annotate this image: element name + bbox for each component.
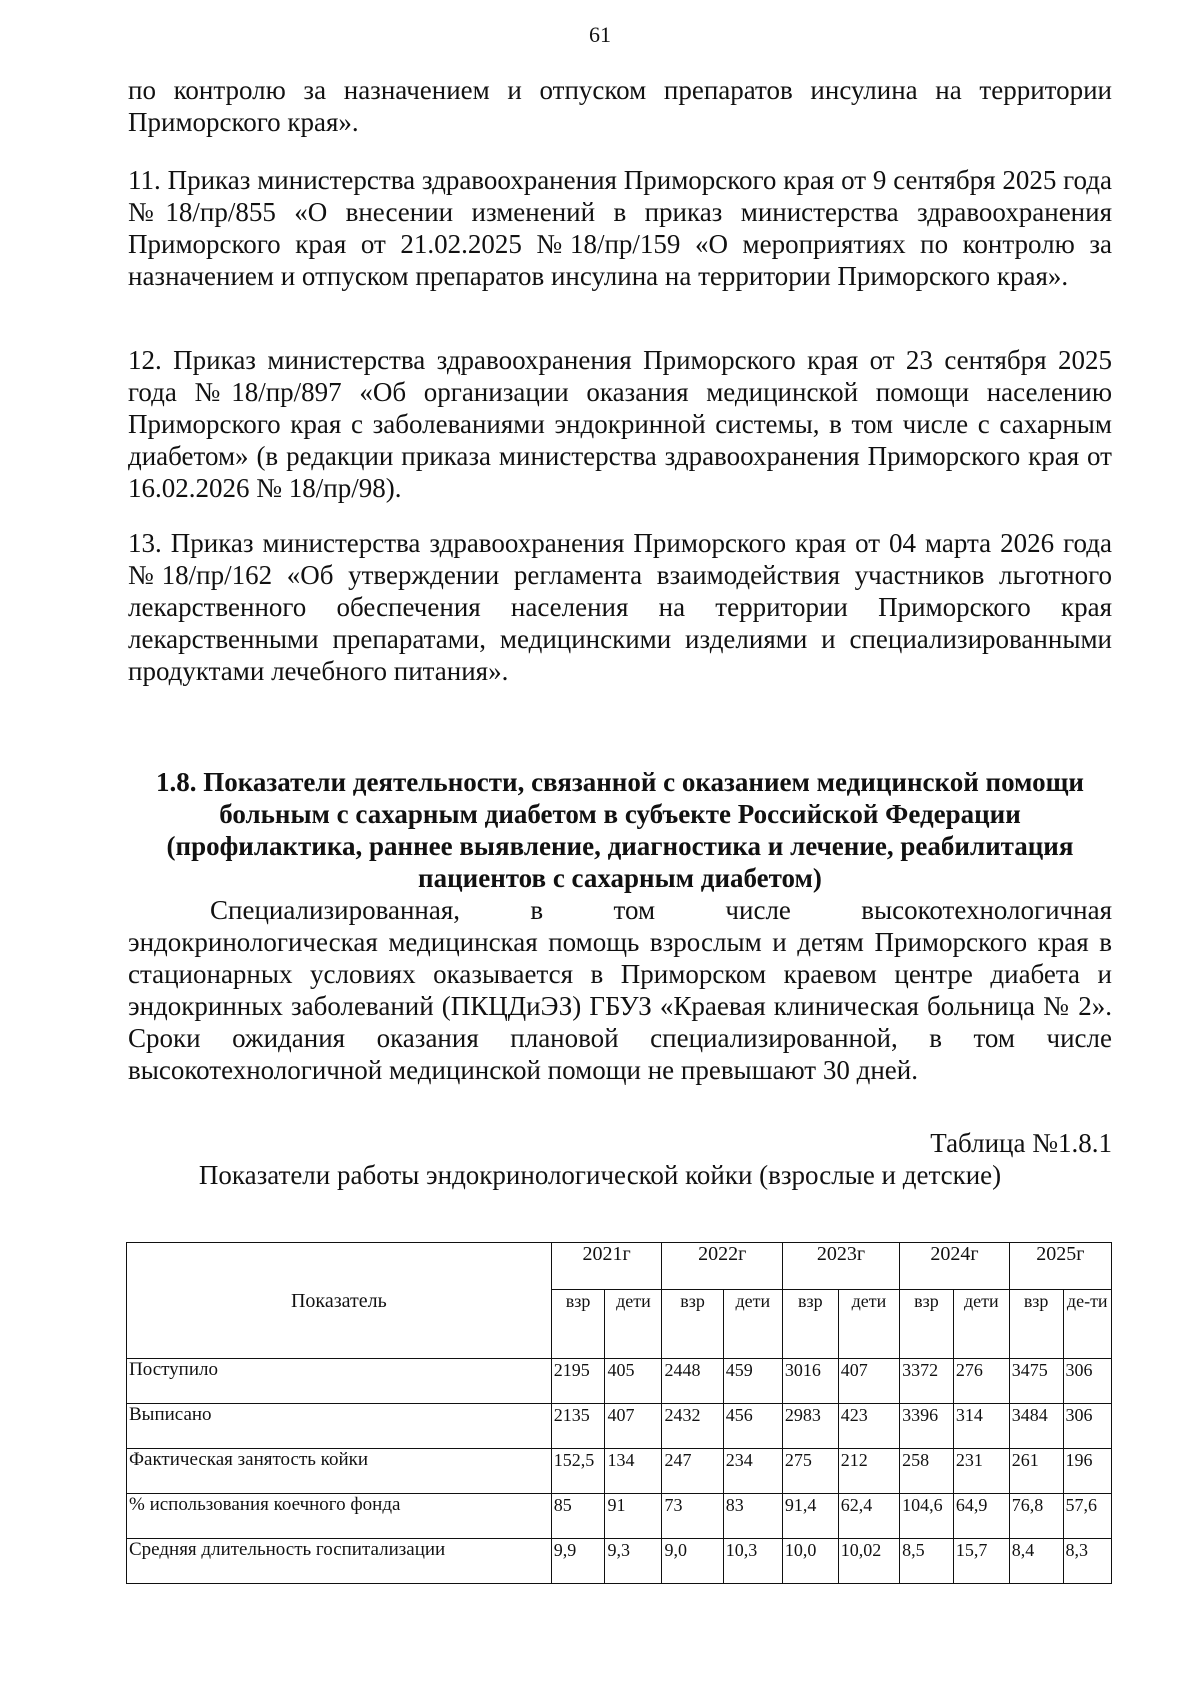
table-cell: 8,4 xyxy=(1009,1539,1063,1584)
table-cell: 10,0 xyxy=(782,1539,838,1584)
table-cell: 407 xyxy=(605,1404,662,1449)
header-sub-adults: взр xyxy=(900,1290,954,1359)
row-label: Фактическая занятость койки xyxy=(127,1449,552,1494)
table-cell: 2195 xyxy=(551,1359,605,1404)
table-cell: 83 xyxy=(723,1494,782,1539)
table-cell: 73 xyxy=(662,1494,723,1539)
table-cell: 91 xyxy=(605,1494,662,1539)
table-cell: 2432 xyxy=(662,1404,723,1449)
table-cell: 314 xyxy=(953,1404,1009,1449)
table-cell: 85 xyxy=(551,1494,605,1539)
table-cell: 306 xyxy=(1063,1404,1112,1449)
table-row xyxy=(127,1449,1112,1494)
table-cell: 8,3 xyxy=(1063,1539,1112,1584)
table-cell: 247 xyxy=(662,1449,723,1494)
table-cell: 405 xyxy=(605,1359,662,1404)
table-cell: 276 xyxy=(953,1359,1009,1404)
table-cell: 15,7 xyxy=(953,1539,1009,1584)
table-cell: 456 xyxy=(723,1404,782,1449)
header-year-2023: 2023г xyxy=(782,1243,899,1290)
table-cell: 91,4 xyxy=(782,1494,838,1539)
table-cell: 196 xyxy=(1063,1449,1112,1494)
table-cell: 3396 xyxy=(900,1404,954,1449)
table-row xyxy=(127,1494,1112,1539)
table-cell: 231 xyxy=(953,1449,1009,1494)
table-cell: 152,5 xyxy=(551,1449,605,1494)
table-row xyxy=(127,1539,1112,1584)
row-label: Средняя длительность госпитализации xyxy=(127,1539,552,1584)
table-cell: 3484 xyxy=(1009,1404,1063,1449)
indicators-table xyxy=(126,1242,1112,1584)
header-sub-children: де-ти xyxy=(1063,1290,1112,1359)
table-cell: 459 xyxy=(723,1359,782,1404)
table-cell: 2983 xyxy=(782,1404,838,1449)
header-year-2022: 2022г xyxy=(662,1243,782,1290)
table-cell: 2135 xyxy=(551,1404,605,1449)
table-cell: 8,5 xyxy=(900,1539,954,1584)
paragraph-item-13: 13. Приказ министерства здравоохранения Приморского края от 04 марта 2026 года №18/пр/162 «Об утверждении регламента взаимодействия участников льготного лекарственного обеспечения населения на территории Приморского края лекарственными препаратами, медицинскими изделиями и специализированными продуктами лечебного питания». xyxy=(128,528,1112,686)
table-number: Таблица №1.8.1 xyxy=(930,1128,1112,1158)
header-sub-children: дети xyxy=(953,1290,1009,1359)
table-cell: 62,4 xyxy=(838,1494,899,1539)
table-row xyxy=(127,1359,1112,1404)
header-year-2025: 2025г xyxy=(1009,1243,1111,1290)
table-cell: 3372 xyxy=(900,1359,954,1404)
header-sub-children: дети xyxy=(838,1290,899,1359)
table-cell: 261 xyxy=(1009,1449,1063,1494)
table-cell: 10,3 xyxy=(723,1539,782,1584)
header-year-2021: 2021г xyxy=(551,1243,662,1290)
paragraph-item-11: 11. Приказ министерства здравоохранения Приморского края от 9 сентября 2025 года №18/пр/855 «О внесении изменений в приказ министерства здравоохранения Приморского края от 21.02.2025 №18/пр/159 «О мероприятиях по контролю за назначением и отпуском препаратов инсулина на территории Приморского края». xyxy=(128,165,1112,291)
table-cell: 2448 xyxy=(662,1359,723,1404)
table-cell: 234 xyxy=(723,1449,782,1494)
table-row xyxy=(127,1404,1112,1449)
table-cell: 134 xyxy=(605,1449,662,1494)
paragraph-item-12: 12. Приказ министерства здравоохранения Приморского края от 23 сентября 2025 года №18/пр/897 «Об организации оказания медицинской помощи населению Приморского края с заболеваниями эндокринной системы, в том числе с сахарным диабетом» (в редакции приказа министерства здравоохранения Приморского края от 16.02.2026 № 18/пр/98). xyxy=(128,345,1112,503)
header-year-2024: 2024г xyxy=(900,1243,1010,1290)
table-cell: 76,8 xyxy=(1009,1494,1063,1539)
header-sub-children: дети xyxy=(723,1290,782,1359)
row-label: % использования коечного фонда xyxy=(127,1494,552,1539)
page-number: 61 xyxy=(589,22,611,47)
table-cell: 306 xyxy=(1063,1359,1112,1404)
table-cell: 423 xyxy=(838,1404,899,1449)
table-cell: 64,9 xyxy=(953,1494,1009,1539)
table-cell: 9,3 xyxy=(605,1539,662,1584)
paragraph-continuation: по контролю за назначением и отпуском препаратов инсулина на территории Приморского края». xyxy=(128,75,1112,137)
table-cell: 3016 xyxy=(782,1359,838,1404)
table-cell: 275 xyxy=(782,1449,838,1494)
row-label: Поступило xyxy=(127,1359,552,1404)
table-cell: 3475 xyxy=(1009,1359,1063,1404)
table-cell: 212 xyxy=(838,1449,899,1494)
table-body xyxy=(127,1359,1112,1584)
table-cell: 104,6 xyxy=(900,1494,954,1539)
header-sub-adults: взр xyxy=(1009,1290,1063,1359)
table-cell: 258 xyxy=(900,1449,954,1494)
table-title: Показатели работы эндокринологической койки (взрослые и детские) xyxy=(198,1160,1002,1190)
header-sub-children: дети xyxy=(605,1290,662,1359)
table-cell: 407 xyxy=(838,1359,899,1404)
table-cell: 9,9 xyxy=(551,1539,605,1584)
section-heading: 1.8. Показатели деятельности, связанной с оказанием медицинской помощи больным с сахарным диабетом в субъекте Российской Федерации (профилактика, раннее выявление, диагностика и лечение, реабилитация пациентов с сахарным диабетом) xyxy=(156,767,1084,893)
table-cell: 10,02 xyxy=(838,1539,899,1584)
table-cell: 9,0 xyxy=(662,1539,723,1584)
header-indicator: Показатель xyxy=(127,1243,552,1359)
row-label: Выписано xyxy=(127,1404,552,1449)
header-sub-adults: взр xyxy=(551,1290,605,1359)
table-cell: 57,6 xyxy=(1063,1494,1112,1539)
header-sub-adults: взр xyxy=(662,1290,723,1359)
header-sub-adults: взр xyxy=(782,1290,838,1359)
section-body: Специализированная, в том числе высокотехнологичная эндокринологическая медицинская помощь взрослым и детям Приморского края в стационарных условиях оказывается в Приморском краевом центре диабета и эндокринных заболеваний (ПКЦДиЭЗ) ГБУЗ «Краевая клиническая больница № 2». Сроки ожидания оказания плановой специализированной, в том числе высокотехнологичной медицинской помощи не превышают 30 дней. xyxy=(128,895,1112,1085)
